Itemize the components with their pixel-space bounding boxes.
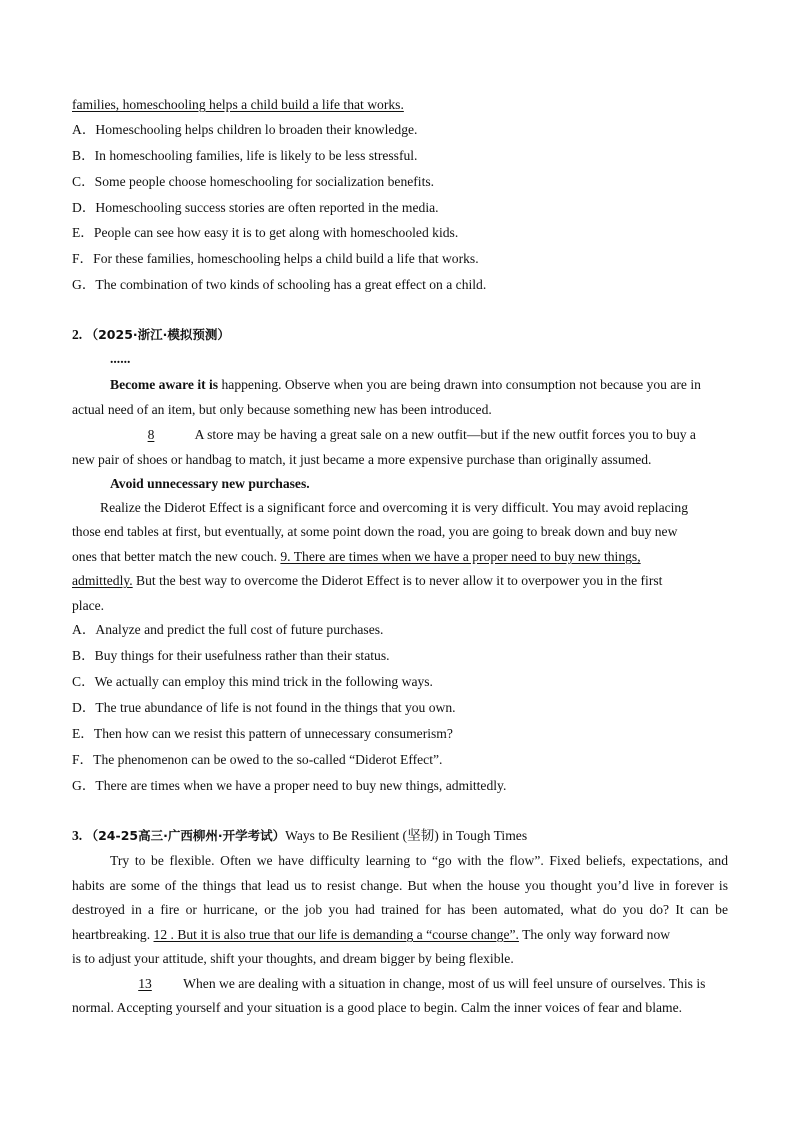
q2-option-d: D．The true abundance of life is not found in the things that you own. [72, 700, 456, 715]
q2-p1-line1 [110, 376, 701, 394]
q2-ellipsis: ...... [110, 351, 131, 366]
q2-answer-9a: 9. There are times when we have a proper need to buy new things, [280, 549, 641, 564]
q2-option-c: C．We actually can employ this mind trick in the following ways. [72, 674, 433, 689]
q2-p3-line2: those end tables at first, but eventually, at some point down the road, you are going to break down and buy new [72, 524, 678, 539]
q2-p3-line4 [72, 572, 662, 590]
q1-answer-line: families, homeschooling helps a child build a life that works. [72, 97, 404, 112]
q3-p2-line2: normal. Accepting yourself and your situation is a good place to begin. Calm the inner voices of fear and blame. [72, 1000, 683, 1015]
q1-option-g: G．The combination of two kinds of schooling has a great effect on a child. [72, 277, 487, 292]
q2-p2-line2: new pair of shoes or handbag to match, it just became a more expensive purchase than originally assumed. [72, 452, 652, 467]
q1-option-e: E．People can see how easy it is to get along with homeschooled kids. [72, 225, 459, 240]
q3-p1-line4-start: heartbreaking. [72, 927, 154, 942]
q2-p1-rest: happening. Observe when you are being drawn into consumption not because you are in [218, 377, 701, 392]
q2-heading [72, 326, 230, 344]
q2-number: 2. [72, 327, 83, 342]
q2-option-e: E．Then how can we resist this pattern of unnecessary consumerism? [72, 726, 453, 741]
q2-answer-9b: admittedly. [72, 573, 133, 588]
q2-p3-line4-rest: But the best way to overcome the Diderot Effect is to never allow it to overpower you in the first [132, 573, 663, 588]
q2-source: （2025·浙江·模拟预测） [85, 327, 230, 342]
q3-p1-line4-rest: The only way forward now [518, 927, 671, 942]
q3-p1-line5: is to adjust your attitude, shift your thoughts, and dream bigger by being flexible. [72, 951, 514, 966]
q3-heading [72, 827, 527, 845]
q2-heading1: Become aware it is [110, 377, 219, 392]
q1-option-b: B．In homeschooling families, life is likely to be less stressful. [72, 148, 418, 163]
q2-p3-line3 [72, 548, 641, 566]
q2-option-b: B．Buy things for their usefulness rather than their status. [72, 648, 390, 663]
q2-option-g: G．There are times when we have a proper need to buy new things, admittedly. [72, 778, 507, 793]
q2-p2-line1 [110, 426, 696, 444]
q2-p3-line3-start: ones that better match the new couch. [72, 549, 281, 564]
q3-p1-line2: habits are some of the things that lead us to resist change. But when the house you thought you’d live in forever is [72, 878, 728, 893]
q3-p1-line3: destroyed in a fire or hurricane, or the job you had trained for has been automated, what do you do? It can be [72, 902, 728, 917]
q2-option-a: A．Analyze and predict the full cost of future purchases. [72, 622, 384, 637]
q1-option-f: F．For these families, homeschooling helps a child build a life that works. [72, 251, 479, 266]
q1-option-d: D．Homeschooling success stories are often reported in the media. [72, 200, 439, 215]
q2-p3-line5: place. [72, 598, 105, 613]
q3-p1-line4 [72, 926, 670, 944]
q2-heading2: Avoid unnecessary new purchases. [110, 476, 310, 491]
q3-p2-line1 [110, 975, 705, 993]
q3-title: Ways to Be Resilient (坚韧) in Tough Times [285, 828, 528, 843]
q1-option-c: C．Some people choose homeschooling for socialization benefits. [72, 174, 435, 189]
q2-p3-line1: Realize the Diderot Effect is a significant force and overcoming it is very difficult. You may avoid replacing [100, 500, 689, 515]
q2-p1-line2: actual need of an item, but only because something new has been introduced. [72, 402, 492, 417]
q3-blank-13: 13 [138, 976, 152, 991]
q1-option-a: A．Homeschooling helps children lo broaden their knowledge. [72, 122, 418, 137]
q2-blank-8: 8 [147, 427, 155, 442]
q3-answer-12: 12 . But it is also true that our life is demanding a “course change”. [153, 927, 519, 942]
q3-source: （24-25高三·广西柳州·开学考试） [85, 828, 286, 843]
q2-option-f: F．The phenomenon can be owed to the so-called “Diderot Effect”. [72, 752, 443, 767]
q3-p1-line1: Try to be flexible. Often we have difficulty learning to “go with the flow”. Fixed beliefs, expectations, and [110, 853, 728, 868]
q3-number: 3. [72, 828, 83, 843]
q3-p2-rest: When we are dealing with a situation in change, most of us will feel unsure of ourselves. This is [180, 976, 706, 991]
q2-p2-rest: A store may be having a great sale on a new outfit—but if the new outfit forces you to buy a [192, 427, 696, 442]
